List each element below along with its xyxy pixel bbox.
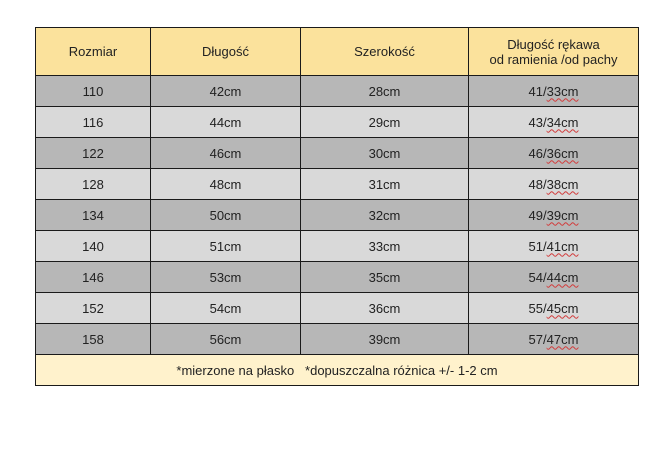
- table-row: [36, 76, 639, 107]
- cell-width: 35cm: [301, 262, 469, 293]
- sleeve-from-armpit: 34cm: [546, 114, 579, 130]
- cell-sleeve: 51/41cm: [469, 231, 639, 262]
- header-sleeve: [469, 28, 639, 76]
- sleeve-from-shoulder: 51: [528, 238, 544, 254]
- cell-width: 31cm: [301, 169, 469, 200]
- cell-sleeve: 57/47cm: [469, 324, 639, 355]
- cell-length: 51cm: [151, 231, 301, 262]
- sleeve-from-shoulder: 49: [528, 207, 544, 223]
- table-header-row: [36, 28, 639, 76]
- cell-sleeve: 48/38cm: [469, 169, 639, 200]
- table-footer-row: [36, 355, 639, 386]
- cell-sleeve: 46/36cm: [469, 138, 639, 169]
- cell-length: 56cm: [151, 324, 301, 355]
- header-size: [36, 28, 151, 76]
- sleeve-from-armpit: 33cm: [546, 83, 579, 99]
- cell-size: 116: [36, 107, 151, 138]
- sleeve-from-shoulder: 54: [528, 269, 544, 285]
- cell-size: 152: [36, 293, 151, 324]
- header-size-label: Rozmiar: [68, 44, 118, 59]
- cell-sleeve: 41/33cm: [469, 76, 639, 107]
- footnote-text: *mierzone na płasko *dopuszczalna różnica +/- 1-2 cm: [176, 362, 498, 378]
- cell-size: 140: [36, 231, 151, 262]
- sleeve-from-armpit: 47cm: [546, 331, 579, 347]
- cell-width: 28cm: [301, 76, 469, 107]
- cell-length: 54cm: [151, 293, 301, 324]
- cell-width: 30cm: [301, 138, 469, 169]
- cell-sleeve: 43/34cm: [469, 107, 639, 138]
- sleeve-from-shoulder: 48: [528, 176, 544, 192]
- header-length: [151, 28, 301, 76]
- cell-size: 122: [36, 138, 151, 169]
- cell-size: 110: [36, 76, 151, 107]
- cell-length: 42cm: [151, 76, 301, 107]
- cell-length: 44cm: [151, 107, 301, 138]
- cell-width: 32cm: [301, 200, 469, 231]
- sleeve-from-armpit: 38cm: [546, 176, 579, 192]
- sleeve-from-armpit: 45cm: [546, 300, 579, 316]
- cell-sleeve: 49/39cm: [469, 200, 639, 231]
- cell-width: 33cm: [301, 231, 469, 262]
- table-row: [36, 107, 639, 138]
- table-row: [36, 200, 639, 231]
- table-body: [36, 76, 639, 355]
- header-width: [301, 28, 469, 76]
- cell-sleeve: 55/45cm: [469, 293, 639, 324]
- sleeve-from-shoulder: 55: [528, 300, 544, 316]
- cell-length: 50cm: [151, 200, 301, 231]
- sleeve-from-armpit: 39cm: [546, 207, 579, 223]
- cell-size: 158: [36, 324, 151, 355]
- footnote: [36, 355, 639, 386]
- sleeve-from-shoulder: 43: [528, 114, 544, 130]
- cell-width: 39cm: [301, 324, 469, 355]
- cell-width: 29cm: [301, 107, 469, 138]
- sleeve-from-shoulder: 57: [528, 331, 544, 347]
- cell-length: 46cm: [151, 138, 301, 169]
- sleeve-from-shoulder: 46: [528, 145, 544, 161]
- table-row: [36, 324, 639, 355]
- cell-width: 36cm: [301, 293, 469, 324]
- header-length-label: Długość: [202, 44, 249, 59]
- table-row: [36, 169, 639, 200]
- table-row: [36, 293, 639, 324]
- sleeve-from-armpit: 36cm: [546, 145, 579, 161]
- table-row: [36, 138, 639, 169]
- header-sleeve-label: Długość rękawa: [507, 36, 600, 52]
- cell-length: 48cm: [151, 169, 301, 200]
- size-chart-table: [35, 27, 639, 386]
- table-row: [36, 262, 639, 293]
- cell-size: 134: [36, 200, 151, 231]
- sleeve-from-armpit: 44cm: [546, 269, 579, 285]
- cell-size: 128: [36, 169, 151, 200]
- sleeve-from-armpit: 41cm: [546, 238, 579, 254]
- cell-size: 146: [36, 262, 151, 293]
- cell-sleeve: 54/44cm: [469, 262, 639, 293]
- table-row: [36, 231, 639, 262]
- header-width-label: Szerokość: [354, 44, 415, 59]
- sleeve-from-shoulder: 41: [528, 83, 544, 99]
- cell-length: 53cm: [151, 262, 301, 293]
- header-sleeve-sublabel: od ramienia /od pachy: [489, 51, 618, 67]
